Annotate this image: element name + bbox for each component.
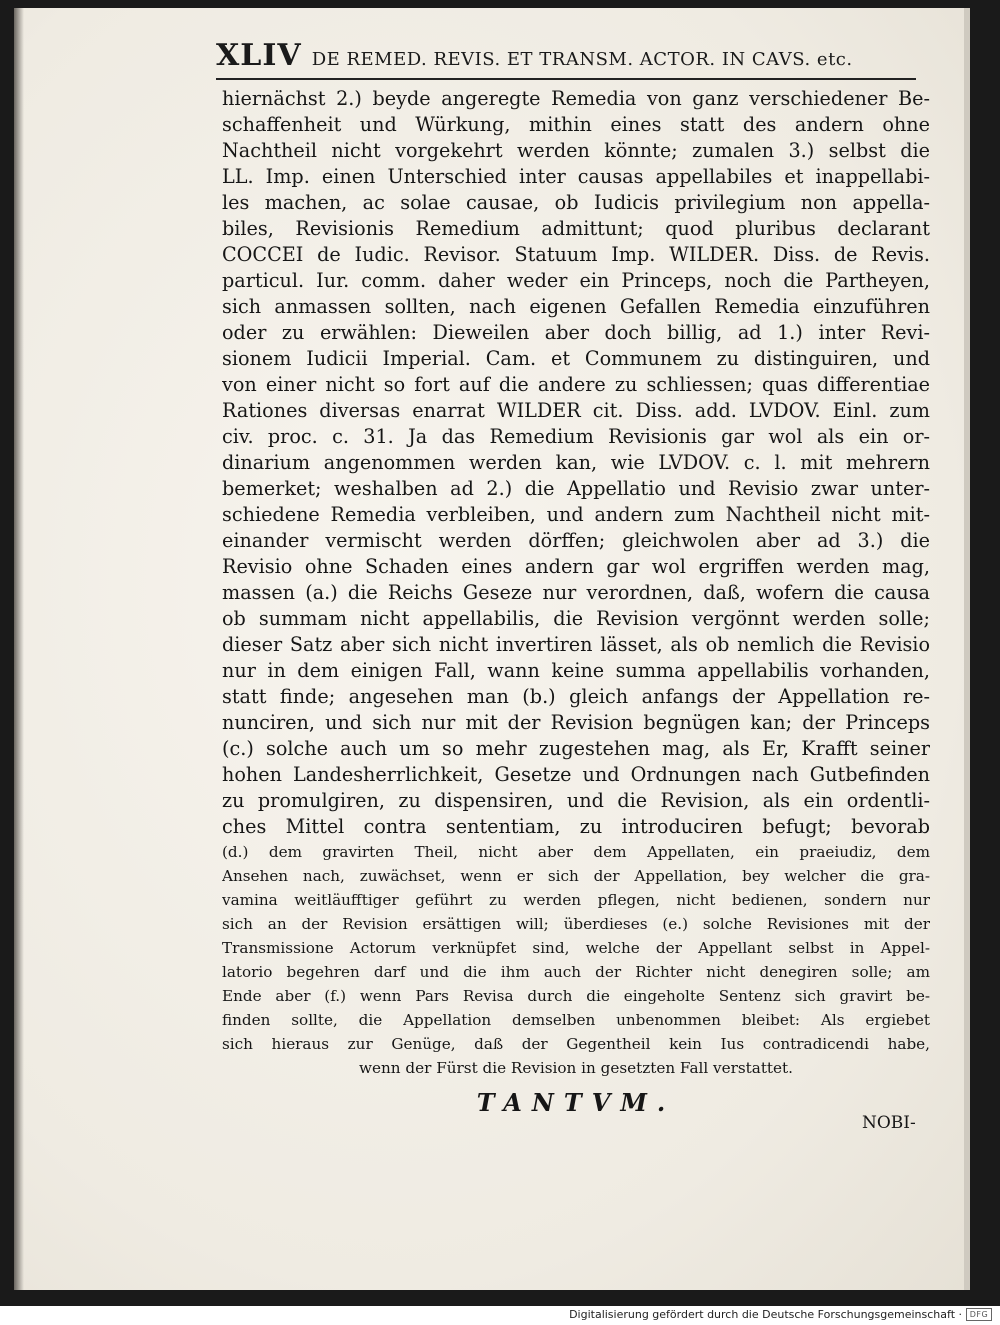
- small-text-line: sich an der Revision ersättigen will; überdieses (e.) solche Revisiones mit der: [222, 915, 930, 933]
- small-text-line: sich hieraus zur Genüge, daß der Gegentheil kein Ius contradicendi habe,: [222, 1035, 930, 1053]
- text-line: dinarium angenommen werden kan, wie LVDOV. c. l. mit mehrern: [222, 451, 930, 474]
- text-line: les machen, ac solae causae, ob Iudicis privilegium non appella-: [222, 191, 930, 214]
- small-text-line: Transmissione Actorum verknüpfet sind, welche der Appellant selbst in Appel-: [222, 939, 930, 957]
- text-line: civ. proc. c. 31. Ja das Remedium Revisionis gar wol als ein or-: [222, 425, 930, 448]
- text-line: (c.) solche auch um so mehr zugestehen mag, als Er, Krafft seiner: [222, 737, 930, 760]
- page-number: XLIV: [216, 38, 302, 73]
- small-text-line: vamina weitläufftiger geführt zu werden pflegen, nicht bedienen, sondern nur: [222, 891, 930, 909]
- small-text-line: Ende aber (f.) wenn Pars Revisa durch die eingeholte Sentenz sich gravirt be-: [222, 987, 930, 1005]
- text-line: ob summam nicht appellabilis, die Revision vergönnt werden solle;: [222, 607, 930, 630]
- text-line: einander vermischt werden dörffen; gleichwolen aber ad 3.) die: [222, 529, 930, 552]
- text-line: Rationes diversas enarrat WILDER cit. Diss. add. LVDOV. Einl. zum: [222, 399, 930, 422]
- text-line: nur in dem einigen Fall, wann keine summa appellabilis vorhanden,: [222, 659, 930, 682]
- page-header: [216, 38, 916, 80]
- running-head: DE REMED. REVIS. ET TRANSM. ACTOR. IN CAVS. etc.: [311, 49, 853, 70]
- small-text-line: finden sollte, die Appellation demselben unbenommen bleibet: Als ergiebet: [222, 1011, 930, 1029]
- text-line: sionem Iudicii Imperial. Cam. et Communem zu distinguiren, und: [222, 347, 930, 370]
- text-line: massen (a.) die Reichs Geseze nur verordnen, daß, wofern die causa: [222, 581, 930, 604]
- text-line: hiernächst 2.) beyde angeregte Remedia von ganz verschiedener Be-: [222, 87, 930, 110]
- text-line: biles, Revisionis Remedium admittunt; quod pluribus declarant: [222, 217, 930, 240]
- closing-word: TANTVM.: [476, 1088, 676, 1117]
- text-line: oder zu erwählen: Dieweilen aber doch billig, ad 1.) inter Revi-: [222, 321, 930, 344]
- text-line: schiedene Remedia verbleiben, und andern zum Nachtheil nicht mit-: [222, 503, 930, 526]
- text-line: nunciren, und sich nur mit der Revision begnügen kan; der Princeps: [222, 711, 930, 734]
- text-line: bemerket; weshalben ad 2.) die Appellatio und Revisio zwar unter-: [222, 477, 930, 500]
- catchword: NOBI-: [862, 1113, 916, 1133]
- final-text-line: wenn der Fürst die Revision in gesetzten Fall verstattet.: [359, 1059, 793, 1077]
- small-text-line: (d.) dem gravirten Theil, nicht aber dem Appellaten, ein praeiudiz, dem: [222, 843, 930, 861]
- main-text-block: [222, 86, 930, 1080]
- dfg-logo: DFG: [966, 1308, 992, 1321]
- text-line: LL. Imp. einen Unterschied inter causas appellabiles et inappellabi-: [222, 165, 930, 188]
- small-text-line: Ansehen nach, zuwächset, wenn er sich der Appellation, bey welcher die gra-: [222, 867, 930, 885]
- small-text-line: latorio begehren darf und die ihm auch der Richter nicht denegiren solle; am: [222, 963, 930, 981]
- text-line: ches Mittel contra sententiam, zu introduciren befugt; bevorab: [222, 815, 930, 838]
- text-line: Nachtheil nicht vorgekehrt werden könnte; zumalen 3.) selbst die: [222, 139, 930, 162]
- text-line: schaffenheit und Würkung, mithin eines statt des andern ohne: [222, 113, 930, 136]
- page-gutter: [14, 8, 24, 1290]
- text-line: statt finde; angesehen man (b.) gleich anfangs der Appellation re-: [222, 685, 930, 708]
- text-line: sich anmassen sollten, nach eigenen Gefallen Remedia einzuführen: [222, 295, 930, 318]
- text-line: zu promulgiren, zu dispensiren, und die Revision, als ein ordentli-: [222, 789, 930, 812]
- text-line: Revisio ohne Schaden eines andern gar wol ergriffen werden mag,: [222, 555, 930, 578]
- text-line: hohen Landesherrlichkeit, Gesetze und Ordnungen nach Gutbefinden: [222, 763, 930, 786]
- text-line: von einer nicht so fort auf die andere zu schliessen; quas differentiae: [222, 373, 930, 396]
- text-line: dieser Satz aber sich nicht invertiren lässet, als ob nemlich die Revisio: [222, 633, 930, 656]
- text-line: particul. Iur. comm. daher weder ein Princeps, noch die Partheyen,: [222, 269, 930, 292]
- funding-credit: Digitalisierung gefördert durch die Deutsche Forschungsgemeinschaft ·: [569, 1308, 962, 1321]
- text-line: COCCEI de Iudic. Revisor. Statuum Imp. WILDER. Diss. de Revis.: [222, 243, 930, 266]
